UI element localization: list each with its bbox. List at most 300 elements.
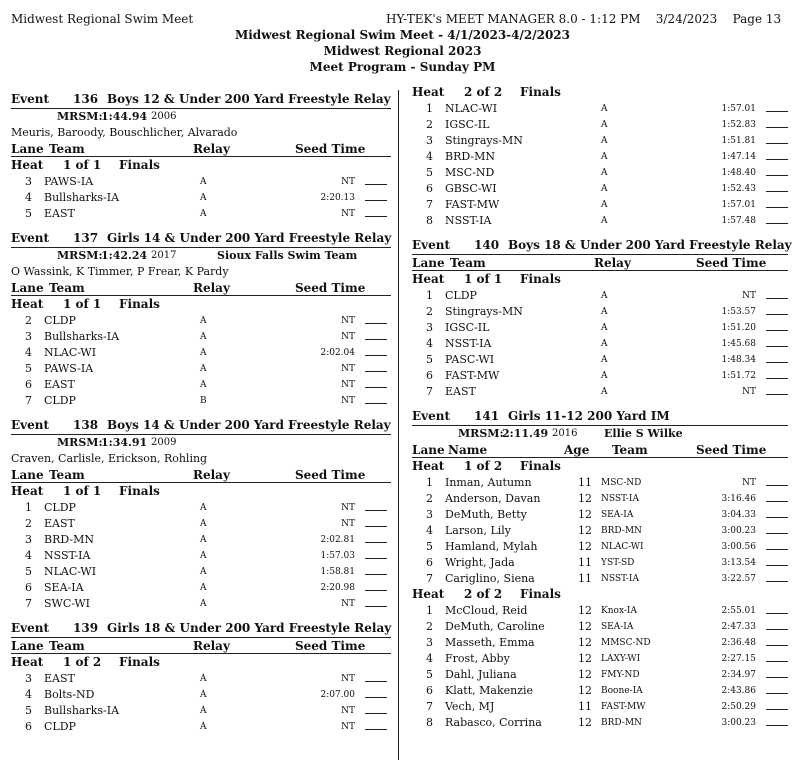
time-blank	[766, 191, 788, 192]
time-blank	[365, 558, 387, 559]
team-name: IGSC-IL	[445, 321, 490, 334]
seed-time: 1:48.34	[721, 355, 756, 365]
lane-number: 5	[25, 704, 32, 717]
time-blank	[766, 346, 788, 347]
time-blank	[766, 501, 788, 502]
relay-letter: A	[601, 152, 608, 162]
time-blank	[365, 681, 387, 682]
relay-header: Relay	[193, 142, 230, 156]
time-blank	[365, 713, 387, 714]
finals-label: Finals	[520, 85, 561, 99]
time-blank	[365, 606, 387, 607]
meet-record	[412, 426, 788, 442]
time-blank	[365, 184, 387, 185]
time-blank	[766, 533, 788, 534]
time-blank	[766, 143, 788, 144]
time-blank	[766, 517, 788, 518]
team-name: NLAC-WI	[601, 542, 644, 552]
lane-number: 3	[426, 636, 433, 649]
seed-time: 1:45.68	[721, 339, 756, 349]
seed-time: 1:52.83	[721, 120, 756, 130]
lane-number: 1	[25, 501, 32, 514]
team-name: Bolts-ND	[44, 688, 95, 701]
seed-time: 1:58.81	[320, 567, 355, 577]
record-holder: Sioux Falls Swim Team	[217, 249, 358, 262]
time-blank	[365, 403, 387, 404]
lane-number: 6	[25, 378, 32, 391]
event-title: Boys 12 & Under 200 Yard Freestyle Relay	[107, 92, 391, 106]
record-label: MRSM:	[57, 110, 103, 123]
relay-letter: A	[200, 348, 207, 358]
lane-number: 5	[426, 353, 433, 366]
seed-time: NT	[341, 332, 355, 342]
event-label: Event	[412, 409, 451, 423]
relay-letter: A	[601, 339, 608, 349]
table-row	[412, 570, 788, 586]
lane-number: 6	[25, 581, 32, 594]
table-row	[412, 164, 788, 180]
column-divider	[398, 90, 399, 760]
time-blank	[766, 709, 788, 710]
team-name: Bullsharks-IA	[44, 704, 120, 717]
event-number: 141	[474, 409, 500, 423]
team-name: CLDP	[445, 289, 477, 302]
record-time: 1:44.94	[101, 110, 148, 123]
lane-number: 2	[426, 118, 433, 131]
team-name: SEA-IA	[601, 622, 634, 632]
swimmer-age: 12	[578, 716, 592, 729]
team-name: EAST	[44, 378, 75, 391]
heat-number: 1 of 1	[464, 272, 503, 286]
table-row	[412, 538, 788, 554]
lane-number: 2	[426, 305, 433, 318]
table-row	[11, 595, 391, 611]
lane-number: 8	[426, 716, 433, 729]
program-title: Meet Program - Sunday PM	[309, 60, 496, 74]
time-blank	[766, 207, 788, 208]
team-name: MSC-ND	[445, 166, 495, 179]
swimmer-age: 12	[578, 636, 592, 649]
heat-number: 2 of 2	[464, 587, 503, 601]
seed-time: NT	[341, 674, 355, 684]
lane-number: 4	[426, 524, 433, 537]
record-swimmers	[11, 451, 391, 467]
event-header	[11, 619, 391, 638]
seed-header: Seed Time	[696, 256, 767, 270]
table-row	[11, 670, 391, 686]
team-name: CLDP	[44, 501, 76, 514]
event-title: Girls 14 & Under 200 Yard Freestyle Relay	[107, 231, 392, 245]
event-title: Boys 18 & Under 200 Yard Freestyle Relay	[508, 238, 792, 252]
seed-header: Seed Time	[295, 639, 366, 653]
seed-time: 1:53.57	[721, 307, 756, 317]
time-blank	[766, 330, 788, 331]
lane-number: 6	[25, 720, 32, 733]
team-name: FAST-MW	[445, 198, 500, 211]
relay-letter: A	[200, 177, 207, 187]
column-header	[412, 255, 788, 271]
seed-time: 1:47.14	[721, 152, 756, 162]
record-year: 2016	[552, 428, 578, 439]
seed-time: 1:57.03	[320, 551, 355, 561]
team-header: Team	[612, 443, 648, 457]
spacer	[412, 399, 788, 407]
lane-number: 5	[426, 166, 433, 179]
time-blank	[365, 323, 387, 324]
seed-time: NT	[341, 209, 355, 219]
event-header	[412, 407, 788, 426]
lane-header: Lane	[11, 639, 44, 653]
relay-letter: A	[601, 168, 608, 178]
time-blank	[766, 693, 788, 694]
relay-letter: A	[200, 380, 207, 390]
heat-number: 1 of 1	[63, 484, 102, 498]
table-row	[412, 132, 788, 148]
table-row	[412, 367, 788, 383]
team-name: FAST-MW	[445, 369, 500, 382]
lane-header: Lane	[11, 468, 44, 482]
time-blank	[365, 339, 387, 340]
seed-time: 2:55.01	[721, 606, 756, 616]
spacer	[11, 408, 391, 416]
finals-label: Finals	[520, 587, 561, 601]
seed-time: NT	[341, 380, 355, 390]
lane-number: 8	[426, 214, 433, 227]
record-label: MRSM:	[57, 436, 103, 449]
team-name: NLAC-WI	[445, 102, 498, 115]
swimmer-name: Larson, Lily	[445, 524, 512, 537]
time-blank	[766, 111, 788, 112]
swimmer-names: Craven, Carlisle, Erickson, Rohling	[11, 452, 208, 465]
team-header: Team	[49, 639, 85, 653]
column-header	[11, 280, 391, 296]
event-number: 138	[73, 418, 99, 432]
swimmer-age: 12	[578, 508, 592, 521]
lane-number: 7	[426, 700, 433, 713]
team-name: NSST-IA	[601, 574, 639, 584]
lane-number: 3	[25, 330, 32, 343]
heat-header	[11, 157, 391, 173]
time-blank	[766, 127, 788, 128]
table-row	[11, 499, 391, 515]
record-swimmers	[11, 125, 391, 141]
lane-number: 3	[25, 672, 32, 685]
team-header: Team	[450, 256, 486, 270]
seed-time: 1:52.43	[721, 184, 756, 194]
record-time: 1:42.24	[101, 249, 148, 262]
team-name: NSST-IA	[44, 549, 91, 562]
heat-number: 1 of 1	[63, 158, 102, 172]
seed-time: 2:07.00	[320, 690, 355, 700]
relay-letter: A	[601, 387, 608, 397]
meet-subtitle: Midwest Regional 2023	[323, 44, 482, 58]
event-label: Event	[11, 621, 50, 635]
table-row	[11, 547, 391, 563]
seed-time: 2:27.15	[721, 654, 756, 664]
table-row	[412, 180, 788, 196]
seed-time: 2:43.86	[721, 686, 756, 696]
seed-time: 3:00.23	[721, 526, 756, 536]
lane-number: 7	[426, 198, 433, 211]
time-blank	[766, 613, 788, 614]
lane-number: 7	[426, 572, 433, 585]
column-header	[412, 442, 788, 458]
relay-letter: A	[601, 291, 608, 301]
right-column	[412, 84, 792, 730]
table-row	[412, 383, 788, 399]
time-blank	[766, 565, 788, 566]
heat-header	[412, 458, 788, 474]
heat-label: Heat	[11, 655, 44, 669]
heat-header	[11, 296, 391, 312]
seed-time: NT	[341, 396, 355, 406]
seed-time: 2:50.29	[721, 702, 756, 712]
seed-time: 3:00.23	[721, 718, 756, 728]
seed-time: 1:48.40	[721, 168, 756, 178]
lane-header: Lane	[11, 142, 44, 156]
time-blank	[766, 661, 788, 662]
team-name: PASC-WI	[445, 353, 495, 366]
time-blank	[766, 298, 788, 299]
seed-header: Seed Time	[295, 281, 366, 295]
lane-number: 6	[426, 182, 433, 195]
swimmer-name: Cariglino, Siena	[445, 572, 535, 585]
team-name: MMSC-ND	[601, 638, 651, 648]
finals-label: Finals	[119, 158, 160, 172]
team-name: PAWS-IA	[44, 362, 94, 375]
team-name: EAST	[44, 207, 75, 220]
spacer	[412, 228, 788, 236]
swimmer-name: Anderson, Davan	[445, 492, 541, 505]
time-blank	[766, 175, 788, 176]
team-header: Team	[49, 468, 85, 482]
time-blank	[766, 223, 788, 224]
seed-time: 3:22.57	[721, 574, 756, 584]
swimmer-age: 12	[578, 492, 592, 505]
swimmer-name: Klatt, Makenzie	[445, 684, 534, 697]
time-blank	[365, 387, 387, 388]
lane-number: 1	[426, 476, 433, 489]
event-header	[412, 236, 792, 255]
relay-letter: B	[200, 396, 207, 406]
table-row	[11, 376, 391, 392]
seed-time: 2:02.81	[320, 535, 355, 545]
seed-header: Seed Time	[295, 468, 366, 482]
seed-time: 2:20.98	[320, 583, 355, 593]
relay-letter: A	[601, 307, 608, 317]
lane-number: 4	[25, 346, 32, 359]
swimmer-name: Vech, MJ	[445, 700, 495, 713]
seed-time: 1:51.81	[721, 136, 756, 146]
table-row	[412, 618, 788, 634]
lane-number: 7	[25, 394, 32, 407]
lane-number: 6	[426, 684, 433, 697]
spacer	[11, 221, 391, 229]
seed-time: NT	[341, 706, 355, 716]
lane-header: Lane	[412, 256, 445, 270]
time-blank	[766, 645, 788, 646]
team-name: Bullsharks-IA	[44, 191, 120, 204]
relay-letter: A	[200, 503, 207, 513]
event-title: Girls 11-12 200 Yard IM	[508, 409, 670, 423]
seed-time: NT	[341, 316, 355, 326]
relay-letter: A	[200, 535, 207, 545]
record-year: 2009	[151, 437, 177, 448]
team-name: BRD-MN	[601, 526, 642, 536]
time-blank	[365, 729, 387, 730]
table-row	[412, 303, 788, 319]
record-year: 2006	[151, 111, 177, 122]
team-name: Boone-IA	[601, 686, 643, 696]
seed-time: 1:57.48	[721, 216, 756, 226]
time-blank	[365, 200, 387, 201]
team-header: Team	[49, 281, 85, 295]
time-blank	[766, 378, 788, 379]
lane-number: 2	[426, 620, 433, 633]
finals-label: Finals	[119, 655, 160, 669]
table-row	[412, 287, 788, 303]
table-row	[412, 506, 788, 522]
relay-letter: A	[200, 599, 207, 609]
lane-number: 4	[426, 652, 433, 665]
heat-label: Heat	[11, 158, 44, 172]
heat-header	[11, 483, 391, 499]
swimmer-name: Inman, Autumn	[445, 476, 532, 489]
relay-letter: A	[601, 136, 608, 146]
time-blank	[365, 697, 387, 698]
table-row	[11, 205, 391, 221]
table-row	[11, 686, 391, 702]
swimmer-age: 12	[578, 540, 592, 553]
heat-label: Heat	[412, 587, 445, 601]
team-name: Stingrays-MN	[445, 305, 523, 318]
lane-header: Lane	[412, 443, 445, 457]
time-blank	[365, 216, 387, 217]
relay-letter: A	[200, 674, 207, 684]
seed-time: 2:02.04	[320, 348, 355, 358]
table-row	[412, 602, 788, 618]
table-row	[412, 634, 788, 650]
swimmer-age: 12	[578, 524, 592, 537]
relay-header: Relay	[594, 256, 631, 270]
time-blank	[766, 549, 788, 550]
event-header	[11, 416, 391, 435]
lane-number: 1	[426, 289, 433, 302]
seed-time: 1:57.01	[721, 200, 756, 210]
lane-number: 1	[426, 604, 433, 617]
event-label: Event	[412, 238, 451, 252]
relay-letter: A	[601, 323, 608, 333]
relay-letter: A	[601, 120, 608, 130]
meet-record	[11, 435, 391, 451]
swimmer-age: 12	[578, 668, 592, 681]
lane-number: 5	[25, 565, 32, 578]
time-blank	[766, 314, 788, 315]
time-blank	[766, 362, 788, 363]
lane-number: 2	[426, 492, 433, 505]
team-name: Knox-IA	[601, 606, 637, 616]
table-row	[412, 522, 788, 538]
record-time: 1:34.91	[101, 436, 148, 449]
table-row	[11, 189, 391, 205]
table-row	[11, 312, 391, 328]
time-blank	[365, 371, 387, 372]
seed-time: NT	[341, 364, 355, 374]
seed-time: 1:51.72	[721, 371, 756, 381]
swimmer-name: DeMuth, Betty	[445, 508, 527, 521]
seed-time: NT	[341, 503, 355, 513]
table-row	[412, 116, 788, 132]
lane-number: 5	[25, 207, 32, 220]
lane-number: 3	[426, 134, 433, 147]
table-row	[412, 682, 788, 698]
lane-number: 6	[426, 369, 433, 382]
heat-header	[11, 654, 391, 670]
team-name: SEA-IA	[601, 510, 634, 520]
relay-letter: A	[200, 551, 207, 561]
relay-header: Relay	[193, 281, 230, 295]
seed-time: 1:57.01	[721, 104, 756, 114]
heat-number: 1 of 2	[464, 459, 503, 473]
relay-letter: A	[200, 332, 207, 342]
team-name: FAST-MW	[601, 702, 646, 712]
seed-time: 3:13.54	[721, 558, 756, 568]
team-name: NLAC-WI	[44, 346, 97, 359]
swimmer-name: Wright, Jada	[445, 556, 515, 569]
table-row	[412, 351, 788, 367]
team-name: BRD-MN	[445, 150, 495, 163]
software-info: HY-TEK's MEET MANAGER 8.0 - 1:12 PM 3/24/2023 Page 13	[386, 12, 782, 26]
team-name: BRD-MN	[44, 533, 94, 546]
time-blank	[766, 581, 788, 582]
relay-letter: A	[601, 216, 608, 226]
time-blank	[365, 542, 387, 543]
table-row	[412, 474, 788, 490]
seed-time: NT	[341, 599, 355, 609]
team-name: Bullsharks-IA	[44, 330, 120, 343]
event-number: 136	[73, 92, 99, 106]
heat-label: Heat	[11, 297, 44, 311]
lane-number: 2	[25, 517, 32, 530]
team-name: YST-SD	[601, 558, 635, 568]
table-row	[11, 360, 391, 376]
relay-letter: A	[200, 364, 207, 374]
event-number: 140	[474, 238, 500, 252]
lane-number: 3	[25, 533, 32, 546]
relay-letter: A	[601, 371, 608, 381]
team-name: FMY-ND	[601, 670, 640, 680]
lane-number: 3	[426, 321, 433, 334]
relay-letter: A	[601, 184, 608, 194]
heat-header	[412, 586, 788, 602]
team-name: CLDP	[44, 314, 76, 327]
table-row	[11, 563, 391, 579]
seed-header: Seed Time	[696, 443, 767, 457]
team-name: NSST-IA	[445, 214, 492, 227]
team-name: IGSC-IL	[445, 118, 490, 131]
lane-number: 7	[25, 597, 32, 610]
column-header	[11, 467, 391, 483]
swimmer-name: Frost, Abby	[445, 652, 510, 665]
record-swimmers	[11, 264, 391, 280]
relay-letter: A	[200, 209, 207, 219]
swimmer-age: 12	[578, 620, 592, 633]
seed-time: 2:20.13	[320, 193, 355, 203]
swimmer-age: 11	[578, 700, 592, 713]
table-row	[11, 344, 391, 360]
event-number: 137	[73, 231, 99, 245]
record-time: 2:11.49	[502, 427, 549, 440]
